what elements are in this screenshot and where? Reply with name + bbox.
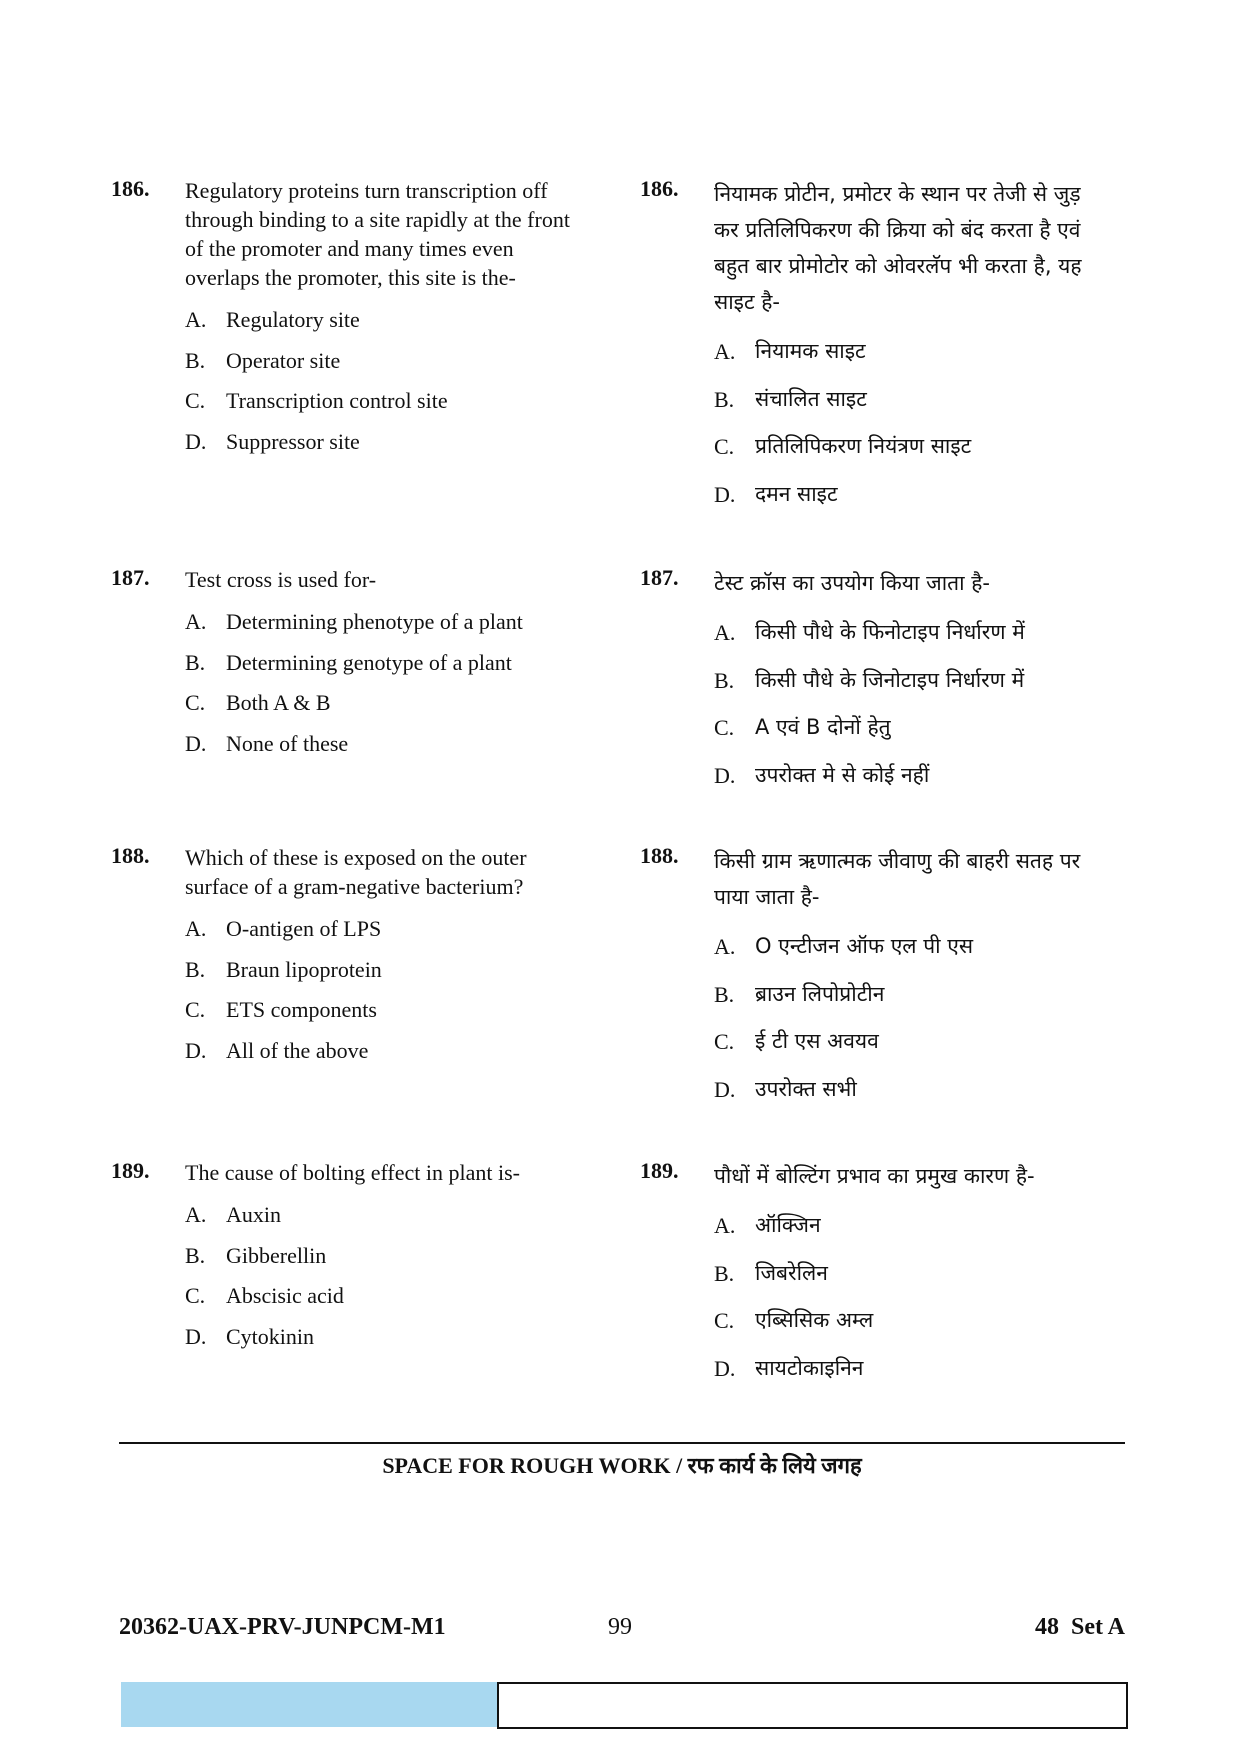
question-187-en [111, 565, 581, 764]
options-list [714, 609, 1110, 799]
option-letter: C. [185, 1283, 206, 1308]
option-letter: D. [185, 1323, 207, 1349]
question-187-hi [640, 565, 1110, 799]
option-c [185, 990, 581, 1031]
question-text: Regulatory proteins turn transcription off through binding to a site rapidly at the front of the promoter and many times even overlaps the promoter, this site is the- [185, 178, 570, 290]
question-number: 189. [640, 1158, 679, 1183]
option-text: उपरोक्त सभी [755, 1076, 857, 1101]
option-a [714, 328, 1110, 376]
option-letter: C. [185, 997, 206, 1022]
option-text: ई टी एस अवयव [755, 1029, 879, 1053]
question-186-hi [640, 176, 1110, 518]
option-d [185, 1317, 581, 1358]
option-text: ऑक्जिन [755, 1213, 821, 1237]
option-b [714, 971, 1110, 1019]
question-text: Which of these is exposed on the outer surface of a gram-negative bacterium? [185, 845, 527, 899]
option-c [714, 1018, 1110, 1066]
option-letter: B. [185, 649, 206, 675]
option-letter: B. [185, 1242, 206, 1268]
option-letter: A. [185, 609, 207, 634]
options-list [714, 328, 1110, 518]
option-letter: C. [714, 715, 735, 740]
option-letter: D. [714, 1076, 736, 1102]
option-text: Operator site [226, 347, 341, 373]
question-number: 186. [640, 176, 679, 201]
question-text: Test cross is used for- [185, 567, 377, 592]
option-letter: B. [185, 347, 206, 373]
option-a [185, 602, 581, 643]
option-letter: C. [714, 1308, 735, 1333]
option-letter: B. [714, 981, 735, 1007]
option-text: Suppressor site [226, 428, 360, 454]
question-text: नियामक प्रोटीन, प्रमोटर के स्थान पर तेजी से जुड़ कर प्रतिलिपिकरण की क्रिया को बंद करता है एवं बहुत बार प्रोमोटोर को ओवरलॅप भी करता है, यह साइट है- [714, 182, 1082, 314]
option-b [714, 376, 1110, 424]
option-text: O-antigen of LPS [226, 916, 382, 941]
options-list [185, 300, 581, 462]
option-text: जिबरेलिन [755, 1260, 828, 1285]
option-a [714, 609, 1110, 657]
option-text: किसी पौधे के जिनोटाइप निर्धारण में [755, 667, 1025, 692]
option-d [185, 1031, 581, 1072]
option-letter: A. [714, 934, 736, 959]
option-text: दमन साइट [755, 481, 838, 506]
question-text: टेस्ट क्रॉस का उपयोग किया जाता है- [714, 571, 990, 595]
option-letter: D. [714, 762, 736, 788]
option-a [185, 909, 581, 950]
option-d [714, 1345, 1110, 1393]
option-letter: A. [185, 307, 207, 332]
option-letter: A. [185, 916, 207, 941]
option-b [185, 1236, 581, 1277]
option-d [185, 724, 581, 765]
option-text: किसी पौधे के फिनोटाइप निर्धारण में [755, 620, 1025, 644]
option-text: नियामक साइट [755, 339, 866, 363]
option-text: Determining genotype of a plant [226, 649, 512, 675]
section-divider [119, 1442, 1125, 1444]
option-letter: B. [714, 386, 735, 412]
option-a [714, 923, 1110, 971]
option-b [185, 643, 581, 684]
options-list [185, 1195, 581, 1357]
option-text: प्रतिलिपिकरण नियंत्रण साइट [755, 434, 972, 458]
option-a [714, 1202, 1110, 1250]
rough-work-heading: SPACE FOR ROUGH WORK / रफ कार्य के लिये जगह [382, 1453, 862, 1478]
option-letter: D. [185, 730, 207, 756]
option-c [185, 683, 581, 724]
option-text: Cytokinin [226, 1323, 315, 1349]
question-number: 186. [111, 176, 150, 201]
blank-box [497, 1682, 1128, 1729]
option-letter: A. [714, 620, 736, 645]
question-188-hi [640, 843, 1110, 1113]
options-list [714, 1202, 1110, 1392]
option-b [714, 657, 1110, 705]
question-text: किसी ग्राम ऋणात्मक जीवाणु की बाहरी सतह पर पाया जाता है- [714, 849, 1081, 909]
option-d [714, 471, 1110, 519]
paper-code: 20362-UAX-PRV-JUNPCM-M1 [119, 1614, 446, 1640]
option-d [714, 752, 1110, 800]
option-b [185, 341, 581, 382]
option-c [185, 1276, 581, 1317]
option-text: Abscisic acid [226, 1283, 344, 1308]
hindi-column [640, 176, 1110, 1381]
option-text: Gibberellin [226, 1242, 327, 1268]
question-189-hi [640, 1158, 1110, 1392]
option-a [185, 300, 581, 341]
color-band [121, 1682, 497, 1727]
option-letter: D. [185, 1037, 207, 1063]
option-letter: C. [714, 434, 735, 459]
options-list [185, 602, 581, 764]
option-b [185, 950, 581, 991]
option-letter: B. [714, 1260, 735, 1286]
option-text: उपरोक्त मे से कोई नहीं [755, 762, 930, 787]
option-text: Auxin [226, 1202, 281, 1227]
option-d [185, 422, 581, 463]
question-text: The cause of bolting effect in plant is- [185, 1160, 520, 1185]
option-text: A एवं B दोनों हेतु [755, 715, 891, 739]
option-text: Braun lipoprotein [226, 956, 382, 982]
question-number: 187. [111, 565, 150, 590]
option-text: संचालित साइट [755, 386, 867, 411]
option-text: ब्राउन लिपोप्रोटीन [755, 981, 885, 1006]
question-189-en [111, 1158, 581, 1357]
question-number: 188. [640, 843, 679, 868]
option-letter: A. [714, 1213, 736, 1238]
options-list [185, 909, 581, 1071]
option-c [185, 381, 581, 422]
options-list [714, 923, 1110, 1113]
option-letter: A. [714, 339, 736, 364]
english-column [111, 176, 581, 1349]
option-text: सायटोकाइनिन [755, 1355, 864, 1380]
option-c [714, 423, 1110, 471]
option-letter: D. [185, 428, 207, 454]
option-letter: C. [185, 388, 206, 413]
option-text: Transcription control site [226, 388, 448, 413]
option-text: Regulatory site [226, 307, 360, 332]
question-number: 188. [111, 843, 150, 868]
option-letter: D. [714, 1355, 736, 1381]
option-text: All of the above [226, 1037, 369, 1063]
option-text: O एन्टीजन ऑफ एल पी एस [755, 934, 974, 958]
option-letter: D. [714, 481, 736, 507]
option-text: Determining phenotype of a plant [226, 609, 523, 634]
page-number: 99 [608, 1614, 632, 1640]
question-number: 187. [640, 565, 679, 590]
option-text: एब्सिसिक अम्ल [755, 1308, 874, 1332]
option-text: None of these [226, 730, 349, 756]
option-c [714, 1297, 1110, 1345]
option-letter: C. [185, 690, 206, 715]
option-c [714, 704, 1110, 752]
question-text: पौधों में बोल्टिंग प्रभाव का प्रमुख कारण है- [714, 1164, 1035, 1188]
question-number: 189. [111, 1158, 150, 1183]
question-188-en [111, 843, 581, 1071]
option-d [714, 1066, 1110, 1114]
option-b [714, 1250, 1110, 1298]
option-letter: B. [714, 667, 735, 693]
option-a [185, 1195, 581, 1236]
option-letter: A. [185, 1202, 207, 1227]
question-186-en [111, 176, 581, 462]
option-text: ETS components [226, 997, 377, 1022]
option-text: Both A & B [226, 690, 331, 715]
set-label: 48 Set A [1035, 1614, 1125, 1640]
option-letter: B. [185, 956, 206, 982]
option-letter: C. [714, 1029, 735, 1054]
